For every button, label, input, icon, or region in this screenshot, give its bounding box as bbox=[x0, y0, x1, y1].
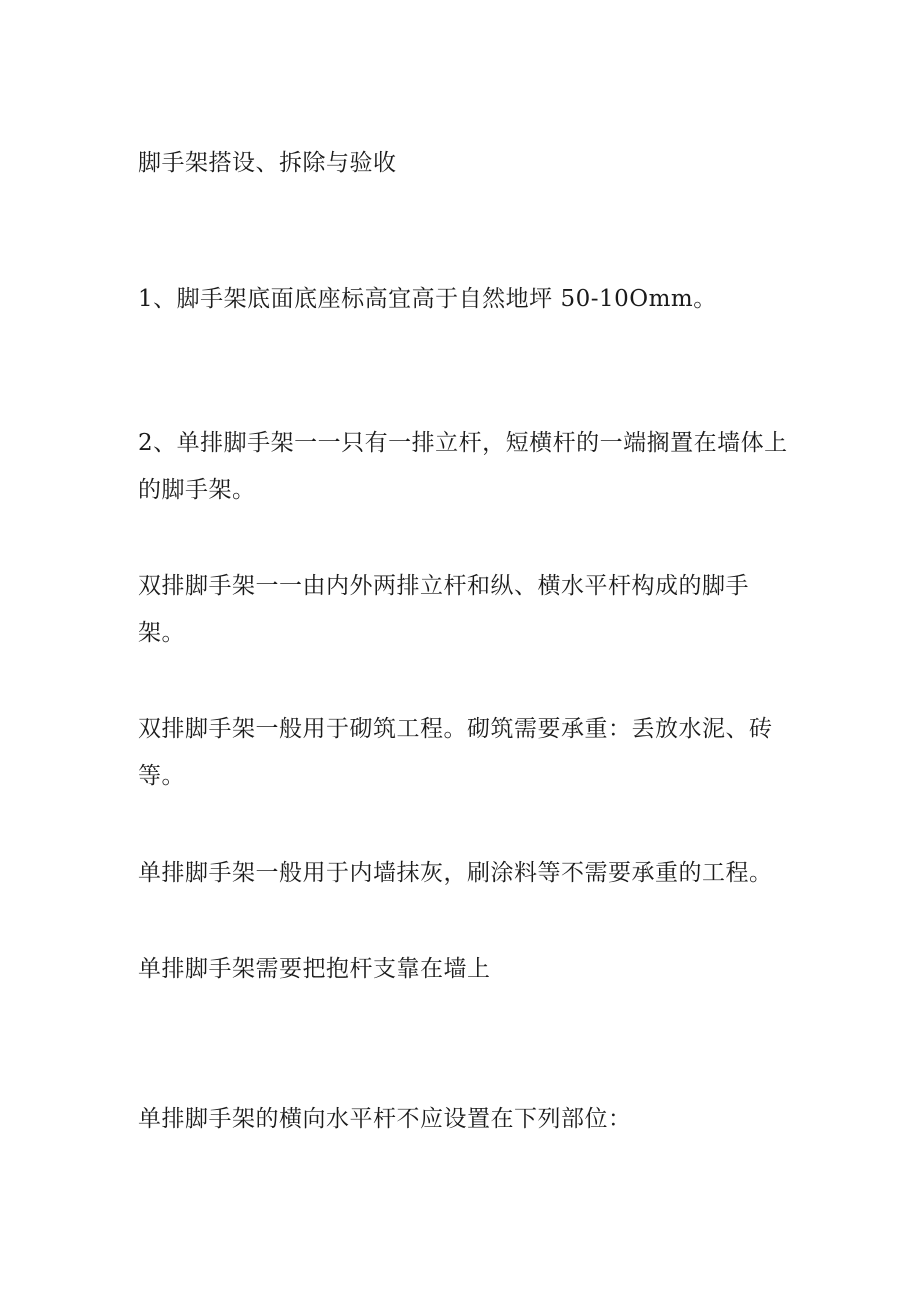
paragraph-2 bbox=[138, 420, 788, 514]
paragraph-3-line-2: 架。 bbox=[138, 620, 185, 646]
paragraph-4 bbox=[138, 706, 773, 800]
paragraph-4-line-1: 双排脚手架一般用于砌筑工程。砌筑需要承重：丢放水泥、砖 bbox=[138, 716, 773, 742]
paragraph-5: 单排脚手架一般用于内墙抹灰，刷涂料等不需要承重的工程。 bbox=[138, 860, 773, 886]
paragraph-3 bbox=[138, 563, 749, 657]
paragraph-1: 1、脚手架底面底座标高宜高于自然地坪 50-10Omm。 bbox=[138, 286, 717, 312]
paragraph-2-line-1: 2、单排脚手架一一只有一排立杆，短横杆的一端搁置在墙体上 bbox=[138, 430, 788, 456]
paragraph-6: 单排脚手架需要把抱杆支靠在墙上 bbox=[138, 956, 491, 982]
paragraph-2-line-2: 的脚手架。 bbox=[138, 477, 256, 503]
paragraph-7: 单排脚手架的横向水平杆不应设置在下列部位： bbox=[138, 1106, 632, 1132]
document-title: 脚手架搭设、拆除与验收 bbox=[138, 150, 397, 176]
paragraph-4-line-2: 等。 bbox=[138, 763, 185, 789]
paragraph-3-line-1: 双排脚手架一一由内外两排立杆和纵、横水平杆构成的脚手 bbox=[138, 573, 749, 599]
